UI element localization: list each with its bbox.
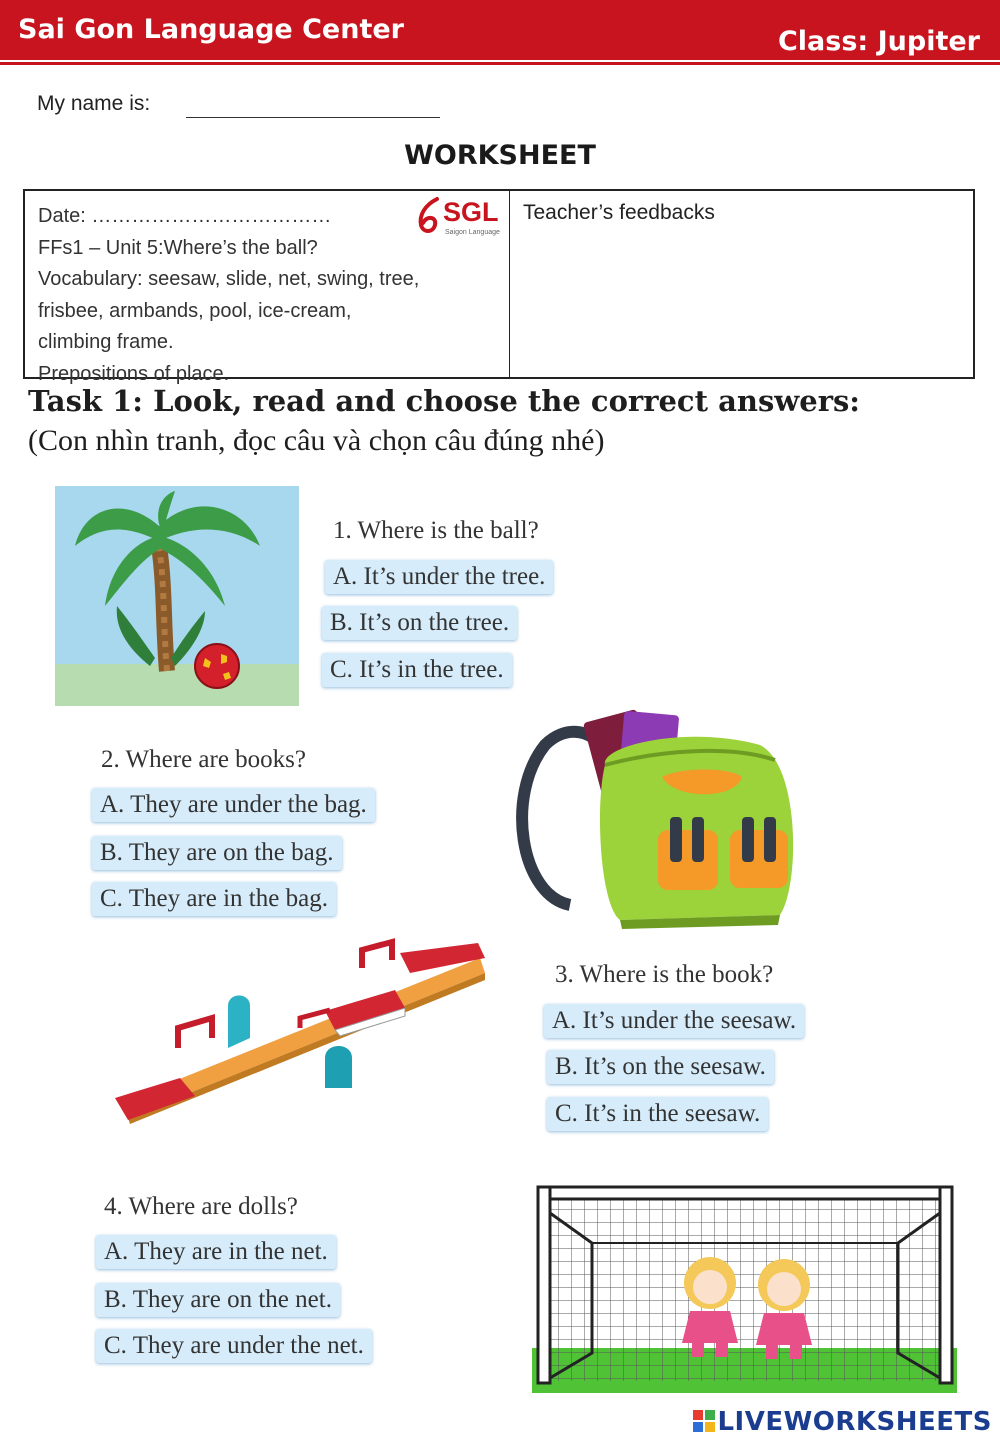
q4-option-c[interactable]: C. They are under the net. [96, 1329, 372, 1363]
q1-option-b[interactable]: B. It’s on the tree. [322, 606, 517, 640]
q2-option-a[interactable]: A. They are under the bag. [92, 788, 375, 822]
unit-line: FFs1 – Unit 5:Where’s the ball? [38, 236, 318, 259]
liveworksheets-text: LIVEWORKSHEETS [717, 1407, 992, 1437]
question-2: 2. Where are books? [101, 746, 307, 773]
prepositions-line: Prepositions of place. [38, 362, 230, 385]
info-divider [509, 191, 510, 377]
center-name: Sai Gon Language Center [18, 14, 404, 45]
q2-option-b[interactable]: B. They are on the bag. [92, 836, 342, 870]
question-1: 1. Where is the ball? [333, 517, 539, 544]
q3-option-c[interactable]: C. It’s in the seesaw. [547, 1097, 768, 1131]
vocabulary-line-1: Vocabulary: seesaw, slide, net, swing, tree, [38, 268, 420, 290]
q4-option-a[interactable]: A. They are in the net. [96, 1235, 336, 1269]
name-label: My name is: [37, 92, 151, 115]
liveworksheets-grid-icon [693, 1410, 715, 1432]
q3-option-a[interactable]: A. It’s under the seesaw. [544, 1004, 804, 1038]
q4-option-b[interactable]: B. They are on the net. [96, 1283, 340, 1317]
vocabulary-line-3: climbing frame. [38, 331, 174, 353]
goal-net-dolls-picture [532, 1183, 957, 1393]
question-3: 3. Where is the book? [555, 961, 774, 988]
header-bar [0, 0, 1000, 60]
seesaw-picture [100, 938, 500, 1138]
class-name: Class: Jupiter [777, 26, 980, 57]
sgl-logo [415, 195, 511, 239]
sgl-swirl-icon [415, 195, 445, 239]
q1-option-a[interactable]: A. It’s under the tree. [325, 560, 553, 594]
header-divider [0, 62, 1000, 65]
task-title: Task 1: Look, read and choose the correct answers: [28, 384, 861, 418]
question-4: 4. Where are dolls? [104, 1193, 298, 1220]
sgl-logo-text: SGL [443, 197, 499, 227]
teacher-feedback-label: Teacher’s feedbacks [523, 201, 715, 224]
palm-tree-ball-picture [55, 486, 299, 706]
q1-option-c[interactable]: C. It’s in the tree. [322, 653, 512, 687]
q2-option-c[interactable]: C. They are in the bag. [92, 882, 336, 916]
backpack-books-picture [510, 705, 820, 930]
sgl-logo-subtext: Saigon Language [445, 229, 500, 236]
info-box [23, 189, 975, 385]
name-input-line[interactable] [186, 117, 440, 118]
liveworksheets-logo [693, 1407, 992, 1437]
q3-option-b[interactable]: B. It’s on the seesaw. [547, 1050, 774, 1084]
task-subtitle: (Con nhìn tranh, đọc câu và chọn câu đúng nhé) [28, 424, 605, 457]
worksheet-title: WORKSHEET [404, 140, 596, 171]
date-line: Date: ……………………………… [38, 205, 332, 227]
vocabulary-line-2: frisbee, armbands, pool, ice-cream, [38, 299, 352, 322]
